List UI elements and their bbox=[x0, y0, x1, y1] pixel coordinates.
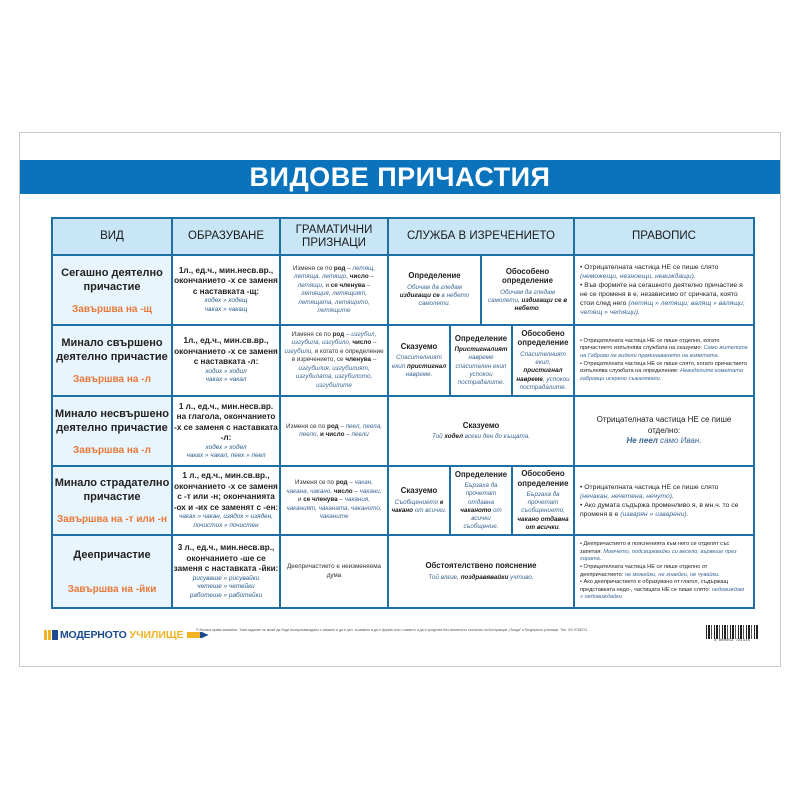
function-example: Пристигналият навреме спасителен екип успокои пострадалите. bbox=[454, 346, 508, 387]
spelling-rule: • Отрицателната частица НЕ се пише отделно от деепричастието: не можейки, не знаейки, не чувайки. bbox=[580, 563, 720, 578]
grammar-example: – пеели bbox=[344, 431, 369, 438]
function-title: Обособено определение bbox=[517, 328, 569, 348]
vid-ending: Завършва на -т или -н bbox=[57, 514, 167, 525]
function-example: Съобщението е чакано от всички. bbox=[391, 498, 447, 514]
grammar-bold: и число bbox=[320, 431, 345, 438]
cell-formation bbox=[172, 535, 280, 608]
function-title: Сказуемо bbox=[462, 420, 500, 430]
function-item bbox=[513, 467, 573, 534]
function-title: Сказуемо bbox=[400, 341, 438, 351]
grammar-example: – пеел, пеела, пеело, bbox=[299, 422, 382, 438]
grammar-text: Изменя се по bbox=[291, 330, 333, 338]
cell-vid bbox=[52, 535, 172, 608]
function-item bbox=[451, 467, 513, 534]
spelling-rule: • Ако думата съдържа променливо я, в мн.ч. то се променя в е (изварян » изварени). bbox=[580, 501, 739, 518]
formation-example: рисуваше » рисувайки bbox=[192, 574, 260, 582]
cell-formation bbox=[172, 396, 280, 466]
logo-text-primary: МОДЕРНОТО bbox=[60, 629, 127, 641]
cell-function bbox=[388, 535, 574, 608]
function-title: Определение bbox=[408, 271, 461, 281]
vid-name: Минало несвършено деятелно причастие bbox=[55, 407, 169, 434]
function-example: Спасителният екип, пристигнал навреме, успокои пострадалите. bbox=[516, 350, 570, 391]
cell-function bbox=[388, 396, 574, 466]
formation-example: ходих » ходил bbox=[205, 367, 247, 375]
table-row bbox=[52, 325, 754, 396]
table-row bbox=[52, 466, 754, 535]
spelling-rule: • Деепричастието и поясненията към него се отделят със запетая: Момчето, подсвирквайки си весело, вървеше през гората. bbox=[580, 541, 737, 563]
formation-example: почистих » почистен bbox=[193, 521, 259, 529]
grammar-example: – чакания, чаканият, чаканата, чаканото, чаканите bbox=[286, 496, 382, 521]
cell-grammar bbox=[280, 325, 388, 396]
spelling-rule: • Отрицателната частица НЕ се пише отделно, когато причастието изпълнява службата на сказуемо: Само жителите на Габрово не видели преминаването на кометата. bbox=[580, 337, 748, 359]
formation-rule: 1 л., ед.ч., мин.несв.вр. на глагола, окончанието -х се заменя с наставката -л: bbox=[174, 401, 278, 442]
function-item bbox=[451, 326, 513, 395]
cell-spelling bbox=[574, 466, 754, 535]
cell-function bbox=[388, 255, 574, 325]
poster bbox=[19, 132, 781, 667]
spelling-rule: Отрицателната частица НЕ се пише отделно: bbox=[596, 415, 732, 435]
function-example: Обичам да гледам самолети, издигащи се в небето. bbox=[487, 288, 568, 313]
cell-function bbox=[388, 325, 574, 396]
page-title: ВИДОВЕ ПРИЧАСТИЯ bbox=[249, 161, 551, 192]
grammar-bold: род bbox=[335, 479, 348, 487]
vid-name: Деепричастие bbox=[73, 549, 151, 562]
grammar-text: Изменя се по bbox=[292, 264, 334, 272]
vid-ending: Завършва на -йки bbox=[67, 584, 157, 596]
vid-name: Сегашно деятелно причастие bbox=[61, 266, 163, 293]
header-formation: ОБРАЗУВАНЕ bbox=[172, 218, 280, 255]
formation-rule: 1 л., ед.ч., мин.св.вр., окончанието -х се заменя с -т или -н; окончанията -ох и -их се заменят с -ен: bbox=[173, 471, 279, 512]
function-example: Спасителният екип пристигнал навреме. bbox=[391, 354, 447, 378]
formation-rule: 1л., ед.ч., мин.несв.вр., окончанието -х се заменя с наставката -щ: bbox=[174, 265, 278, 296]
grammar-bold: число bbox=[352, 339, 372, 347]
cell-formation bbox=[172, 325, 280, 396]
copyright-notice: © Всички права запазени. Това издание не може да бъде възпроизвеждано с каквато и да е цел, в каквато и да е форма или с каквито и да е средства без писменото съгласие на Контракция „Паида" и Модерното училище. Тел. 02/ 9766721 bbox=[196, 628, 588, 632]
formation-example: чаках » чакан, изядох » изяден, bbox=[179, 513, 273, 520]
formation-rule: 3 л., ед.ч., мин.несв.вр., окончанието -ше се заменя с наставката -йки: bbox=[173, 543, 279, 574]
grammar-bold: се членува bbox=[330, 281, 366, 289]
cell-spelling bbox=[574, 255, 754, 325]
logo-text-secondary: УЧИЛИЩЕ bbox=[129, 629, 184, 641]
function-title: Сказуемо bbox=[400, 486, 438, 496]
table-row bbox=[52, 255, 754, 325]
participles-table bbox=[51, 217, 755, 609]
formation-example: чаках » чакал bbox=[205, 376, 247, 384]
spelling-rule: • Отрицателната частица НЕ се пише слято, когато причастието изпълнява службата на определение: Невиделите кометата габровци искрено съжалявали. bbox=[580, 360, 748, 382]
cell-formation bbox=[172, 255, 280, 325]
cell-spelling bbox=[574, 325, 754, 396]
header-row bbox=[52, 218, 754, 255]
grammar-example: – летящи, bbox=[297, 273, 374, 289]
function-item bbox=[513, 326, 573, 395]
grammar-example: – изгубили, bbox=[284, 339, 377, 355]
footer bbox=[44, 623, 756, 649]
vid-ending: Завършва на -л bbox=[73, 374, 151, 385]
function-example: Обичам да гледам издигащи се в небето самолети. bbox=[399, 283, 470, 308]
cell-grammar bbox=[280, 535, 388, 608]
cell-formation bbox=[172, 466, 280, 535]
vid-name: Минало свършено деятелно причастие bbox=[56, 337, 168, 363]
spelling-rule: • Във формите на сегашното деятелно причастие я не се променя в е, независимо от сричката, която стои след него (летящ » летящи; валящ » валящи; четящ » четящи). bbox=[580, 282, 745, 316]
cell-vid bbox=[52, 255, 172, 325]
spelling-example: Не пеел само Иван. bbox=[626, 436, 702, 446]
function-item bbox=[389, 326, 451, 395]
grammar-example: – летящия, летящият, летящата, летящото, летящите bbox=[298, 281, 371, 314]
barcode bbox=[706, 625, 758, 643]
grammar-text: Изменя се по bbox=[286, 422, 327, 430]
barcode-number: 3 800053 731115 bbox=[713, 639, 750, 643]
barcode-icon bbox=[706, 625, 758, 639]
function-item bbox=[389, 467, 451, 534]
formation-example: чаках » чакащ bbox=[204, 305, 248, 313]
cell-grammar bbox=[280, 255, 388, 325]
grammar-bold: число bbox=[349, 273, 369, 280]
grammar-text: и bbox=[297, 496, 304, 504]
function-item bbox=[482, 256, 573, 324]
grammar-example: – изгубил, изгубила, изгубило, bbox=[291, 330, 377, 347]
grammar-bold: членува bbox=[345, 356, 371, 364]
grammar-bold: се членува bbox=[303, 496, 338, 504]
grammar-example: – изгубилия, изгубилият, изгубилата, изгубилото, изгубилите bbox=[295, 356, 377, 389]
function-example: Бързаха да прочетат съобщението, чакано отдавна от всички. bbox=[517, 491, 569, 531]
publisher-logo bbox=[44, 629, 209, 641]
cell-grammar bbox=[280, 466, 388, 535]
books-icon bbox=[44, 630, 58, 640]
function-example: Той влезе, поздравявайки учтиво. bbox=[428, 573, 534, 581]
grammar-text: и bbox=[325, 281, 331, 289]
formation-example: ходех » ходел bbox=[205, 443, 247, 451]
formation-example: работеше » работейки bbox=[189, 591, 263, 599]
grammar-text: Деепричастието е неизменяема дума bbox=[286, 563, 382, 579]
function-example: Бързаха да прочетат отдавна чаканото от всички съобщение. bbox=[460, 482, 502, 531]
cell-vid bbox=[52, 466, 172, 535]
function-title: Определение bbox=[454, 333, 508, 343]
grammar-text: и когато е определение в изречението, се bbox=[291, 347, 384, 364]
vid-ending: Завършва на -щ bbox=[72, 303, 152, 315]
grammar-example: – чакан, чакана, чакано, bbox=[286, 479, 373, 495]
function-item bbox=[389, 256, 482, 324]
grammar-example: – летящ, летяща, летящо, bbox=[294, 264, 376, 280]
function-title: Обособено определение bbox=[517, 469, 569, 488]
formation-rule: 1л., ед.ч., мин.св.вр., окончанието -х се заменя с наставката -л: bbox=[174, 336, 278, 367]
grammar-bold: число bbox=[333, 487, 353, 495]
spelling-rule: • Отрицателната частица НЕ се пише слято (неможещи, незноещи, невиждащи). bbox=[580, 264, 719, 280]
cell-grammar bbox=[280, 396, 388, 466]
header-spelling: ПРАВОПИС bbox=[574, 218, 754, 255]
spelling-rule: • Отрицателната частица НЕ се пише слято (нечакан, нечетена, нечуто). bbox=[580, 483, 719, 500]
function-example: Той ходел всеки ден до къщата. bbox=[432, 433, 530, 441]
header-function: СЛУЖБА В ИЗРЕЧЕНИЕТО bbox=[388, 218, 574, 255]
formation-example: четеше » четейки bbox=[197, 583, 255, 591]
grammar-example: – чакани, bbox=[352, 487, 382, 495]
cell-vid bbox=[52, 396, 172, 466]
table-row bbox=[52, 396, 754, 466]
function-title: Обстоятелствено пояснение bbox=[425, 561, 537, 571]
cell-spelling bbox=[574, 396, 754, 466]
grammar-bold: род bbox=[332, 330, 345, 338]
table-row bbox=[52, 535, 754, 608]
grammar-bold: род bbox=[326, 422, 339, 430]
spelling-rule: • Ако деепричастието е образувано от глагол, съдържащ представката недо-, частицата НЕ се пише слято: недовиждам » недовиждайки bbox=[580, 579, 744, 601]
vid-name: Минало страдателно причастие bbox=[54, 477, 170, 503]
cell-function bbox=[388, 466, 574, 535]
header-grammar: ГРАМАТИЧНИ ПРИЗНАЦИ bbox=[280, 218, 388, 255]
formation-example: чаках » чакал, пеех » пеел bbox=[186, 452, 266, 459]
grammar-text: Изменя се по bbox=[294, 479, 336, 487]
grammar-bold: род bbox=[333, 264, 346, 272]
title-band bbox=[20, 160, 780, 194]
cell-spelling bbox=[574, 535, 754, 608]
formation-example: ходех » ходещ bbox=[204, 297, 248, 305]
cell-vid bbox=[52, 325, 172, 396]
vid-ending: Завършва на -л bbox=[73, 444, 151, 456]
function-title: Обособено определение bbox=[502, 266, 553, 286]
header-vid: ВИД bbox=[52, 218, 172, 255]
function-title: Определение bbox=[454, 469, 508, 479]
